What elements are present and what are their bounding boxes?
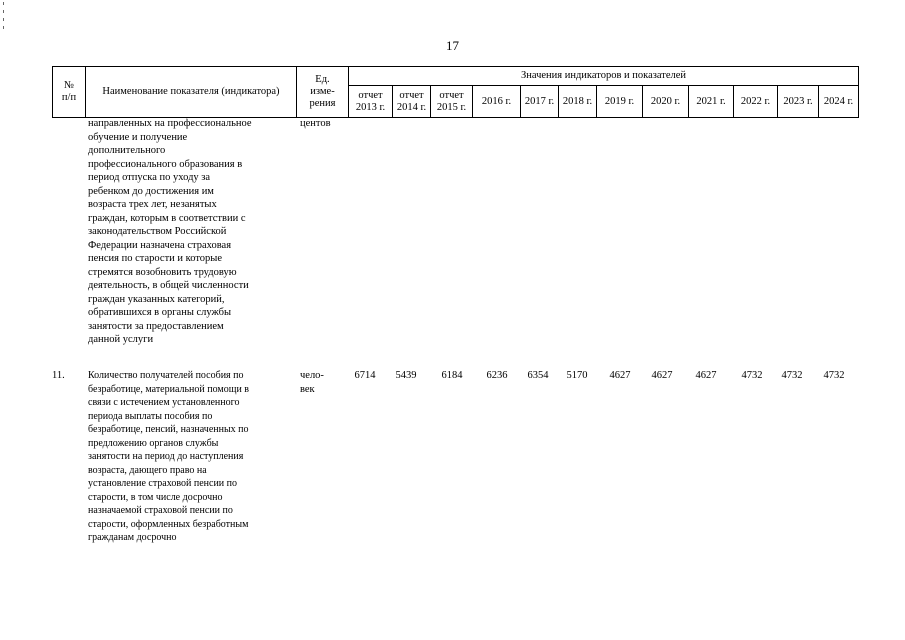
header-year: 2024 г. xyxy=(819,86,859,118)
header-year: отчет 2013 г. xyxy=(349,86,393,118)
header-year: 2016 г. xyxy=(473,86,521,118)
page-number: 17 xyxy=(446,38,459,53)
row-11-value: 4627 xyxy=(695,370,717,381)
row-11-value: 6236 xyxy=(486,370,508,381)
scan-margin-marks xyxy=(3,2,5,42)
header-num: № п/п xyxy=(53,67,86,118)
header-year: 2017 г. xyxy=(521,86,559,118)
row-11-value: 5170 xyxy=(566,370,588,381)
row-11-unit: чело- век xyxy=(300,370,324,395)
header-year: отчет 2015 г. xyxy=(431,86,473,118)
header-year: 2021 г. xyxy=(689,86,734,118)
row-11-value: 4732 xyxy=(823,370,845,381)
header-year: 2018 г. xyxy=(559,86,597,118)
continued-row-unit: центов xyxy=(300,118,331,129)
row-11-num: 11. xyxy=(52,370,65,381)
row-11-value: 6354 xyxy=(527,370,549,381)
indicators-table-header xyxy=(52,66,859,118)
row-11-text: Количество получателей пособия по безработице, материальной помощи в связи с истечением установленного периода выплаты пособия по безработице, пенсий, назначенных по предложению органов службы занятости на период до наступления возраста, дающего право на установление страховой пенсии по старости, в том числе досрочно назначаемой страховой пенсии по старости, оформленных безработным гражданам досрочно xyxy=(88,370,250,543)
header-name: Наименование показателя (индикатора) xyxy=(86,67,297,118)
row-11-value: 4627 xyxy=(651,370,673,381)
continued-row-text: направленных на профессиональное обучение и получение дополнительного профессионального образования в период отпуска по уходу за ребенком до достижения им возраста трех лет, незанятых граждан, которым в соответствии с законодательством Российской Федерации назначена страховая пенсия по старости и которые стремятся возобновить трудовую деятельность, в общей численности граждан указанных категорий, обратившихся в органы службы занятости за предоставлением данной услуги xyxy=(88,118,252,345)
row-11-value: 4732 xyxy=(741,370,763,381)
header-year: отчет 2014 г. xyxy=(393,86,431,118)
row-11-value: 6714 xyxy=(354,370,376,381)
header-year: 2020 г. xyxy=(643,86,689,118)
row-11-value: 4732 xyxy=(781,370,803,381)
row-11-value: 5439 xyxy=(395,370,417,381)
row-11-value: 6184 xyxy=(441,370,463,381)
header-values-group: Значения индикаторов и показателей xyxy=(349,67,859,86)
header-year: 2019 г. xyxy=(597,86,643,118)
row-11-value: 4627 xyxy=(609,370,631,381)
header-year: 2022 г. xyxy=(734,86,778,118)
header-unit: Ед. изме- рения xyxy=(297,67,349,118)
header-year: 2023 г. xyxy=(778,86,819,118)
